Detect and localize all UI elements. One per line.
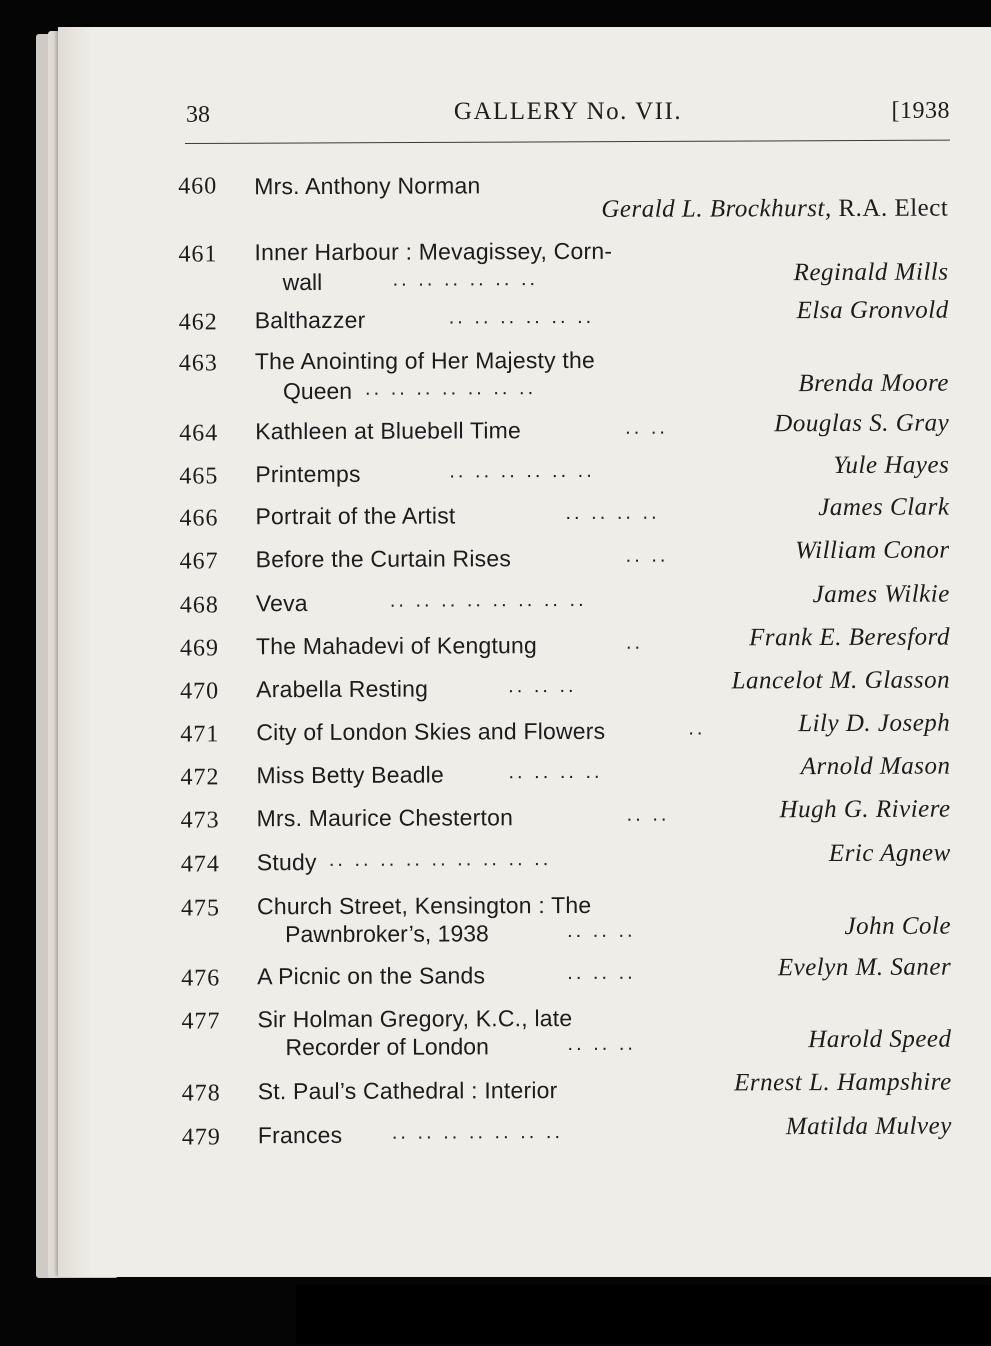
catalogue-entry [180, 795, 951, 834]
entry-number: 468 [179, 592, 219, 619]
dot-leaders: .. .. .. .. .. .. [392, 268, 539, 291]
entry-title: Study [256, 848, 317, 876]
entry-title: Miss Betty Beadle [256, 761, 445, 789]
entry-artist: Eric Agnew [828, 839, 951, 868]
dot-leaders: .. .. .. .. [508, 760, 603, 784]
catalogue-entry [180, 666, 951, 705]
dot-leaders: .. .. [625, 544, 669, 567]
artist-suffix: R.A. Elect [838, 194, 949, 222]
catalogue-entry [178, 346, 950, 405]
dot-leaders: .. .. .. .. [565, 501, 660, 525]
entry-number: 475 [180, 895, 221, 922]
dot-leaders: .. .. .. .. .. .. [449, 459, 595, 483]
entry-title: Mrs. Anthony Norman [254, 172, 481, 200]
entry-artist: Douglas S. Gray [774, 409, 950, 438]
entry-number: 473 [180, 807, 220, 834]
entry-title: Church Street, Kensington : The [256, 891, 592, 920]
entry-title: Balthazzer [254, 306, 366, 334]
entry-title: A Picnic on the Sands [257, 962, 486, 990]
catalogue-entry [179, 451, 950, 490]
entry-number: 460 [178, 173, 218, 200]
catalogue-entry [180, 752, 951, 791]
entry-number: 479 [181, 1124, 221, 1151]
dot-leaders: .. .. [625, 416, 668, 439]
entry-title: Inner Harbour : Mevagissey, Corn- [254, 237, 613, 266]
entry-artist: James Clark [818, 493, 950, 522]
entry-artist: Lancelot M. Glasson [731, 666, 951, 695]
entry-artist: James Wilkie [812, 580, 950, 609]
entry-artist: Harold Speed [808, 1025, 952, 1054]
dot-leaders: .. .. .. [567, 961, 636, 985]
catalogue-entry [181, 1068, 952, 1107]
entry-artist: Lily D. Joseph [798, 709, 951, 738]
entry-number: 469 [179, 635, 220, 662]
running-title: GALLERY No. VII. [453, 98, 683, 125]
catalogue-entry [178, 169, 949, 223]
entry-number: 465 [179, 463, 219, 490]
entry-artist: Brenda Moore [798, 369, 950, 398]
entry-number: 463 [178, 350, 218, 377]
dot-leaders: .. .. .. [508, 674, 577, 698]
entry-title: Printemps [255, 460, 361, 488]
dot-leaders: .. .. [626, 803, 670, 826]
entry-title: City of London Skies and Flowers [256, 717, 606, 746]
entry-title: Sir Holman Gregory, K.C., late [257, 1004, 573, 1033]
catalogue-entry [179, 409, 950, 447]
entry-artist: Elsa Gronvold [796, 296, 949, 325]
entry-title: Mrs. Maurice Chesterton [256, 804, 514, 832]
entry-title: Before the Curtain Rises [255, 545, 512, 573]
page-number: 38 [186, 102, 210, 128]
entry-title: Portrait of the Artist [255, 502, 456, 530]
dot-leaders: .. .. .. .. .. .. .. .. .. [328, 848, 552, 871]
entry-title-continued: Queen [282, 377, 353, 405]
entry-artist: Yule Hayes [833, 451, 950, 479]
catalogue-entry [181, 953, 952, 992]
entry-artist: Ernest L. Hampshire [734, 1068, 952, 1097]
entry-artist: Reginald Mills [793, 258, 949, 287]
dot-leaders: .. [688, 717, 706, 740]
entry-artist: John Cole [844, 912, 952, 940]
entry-artist [601, 195, 948, 224]
entry-artist: Frank E. Beresford [749, 623, 951, 652]
entry-number: 462 [178, 309, 218, 336]
entry-title: The Mahadevi of Kengtung [255, 632, 538, 660]
catalogue-entry [180, 839, 951, 878]
dot-leaders: .. .. .. .. .. .. [448, 305, 595, 329]
entry-number: 476 [181, 965, 221, 992]
dot-leaders: .. .. .. .. .. .. .. [391, 1121, 564, 1144]
entry-title: St. Paul’s Cathedral : Interior [257, 1077, 558, 1105]
entry-number: 466 [179, 505, 219, 532]
entry-title: Frances [257, 1121, 343, 1149]
dot-leaders: .. .. .. .. .. .. .. [364, 377, 537, 400]
entry-artist: Evelyn M. Saner [777, 953, 952, 982]
entry-artist: Matilda Mulvey [785, 1112, 952, 1141]
catalogue-entry [181, 1112, 952, 1151]
dot-leaders: .. .. .. [567, 1032, 637, 1056]
entry-title: Kathleen at Bluebell Time [255, 417, 522, 445]
dot-leaders: .. .. .. .. .. .. .. .. [389, 588, 587, 612]
entry-title-continued: wall [282, 268, 323, 296]
entry-number: 467 [179, 548, 219, 575]
catalogue-entry [179, 623, 951, 662]
entry-title-continued: Recorder of London [285, 1033, 489, 1061]
catalogue-entry [179, 536, 950, 575]
entry-artist: Arnold Mason [800, 752, 951, 781]
entry-title: The Anointing of Her Majesty the [254, 346, 596, 375]
entry-artist: Hugh G. Riviere [779, 795, 951, 824]
dot-leaders: .. [625, 631, 644, 654]
entry-number: 461 [178, 241, 218, 268]
entry-number: 472 [180, 764, 220, 791]
dot-leaders: .. .. .. [567, 919, 636, 943]
entry-title: Veva [255, 590, 308, 617]
catalogue-entry [178, 296, 949, 336]
entry-number: 471 [180, 721, 220, 748]
catalogue-entry [178, 237, 949, 296]
entry-number: 478 [181, 1080, 221, 1107]
artist-name: Gerald L. Brockhurst, [601, 194, 832, 223]
entry-title-continued: Pawnbroker’s, 1938 [285, 920, 489, 948]
entry-number: 477 [181, 1008, 221, 1035]
entry-number: 464 [179, 420, 219, 447]
catalogue-entry [181, 1004, 952, 1061]
entry-number: 474 [180, 851, 220, 878]
catalogue-entry [179, 580, 950, 619]
entry-number: 470 [180, 678, 220, 705]
catalogue-entry [179, 493, 950, 532]
catalogue-entry [180, 709, 951, 748]
catalogue-entry [180, 891, 952, 948]
entry-title: Arabella Resting [256, 675, 429, 703]
year-bracket: [1938 [891, 98, 950, 124]
entry-artist: William Conor [795, 536, 950, 565]
